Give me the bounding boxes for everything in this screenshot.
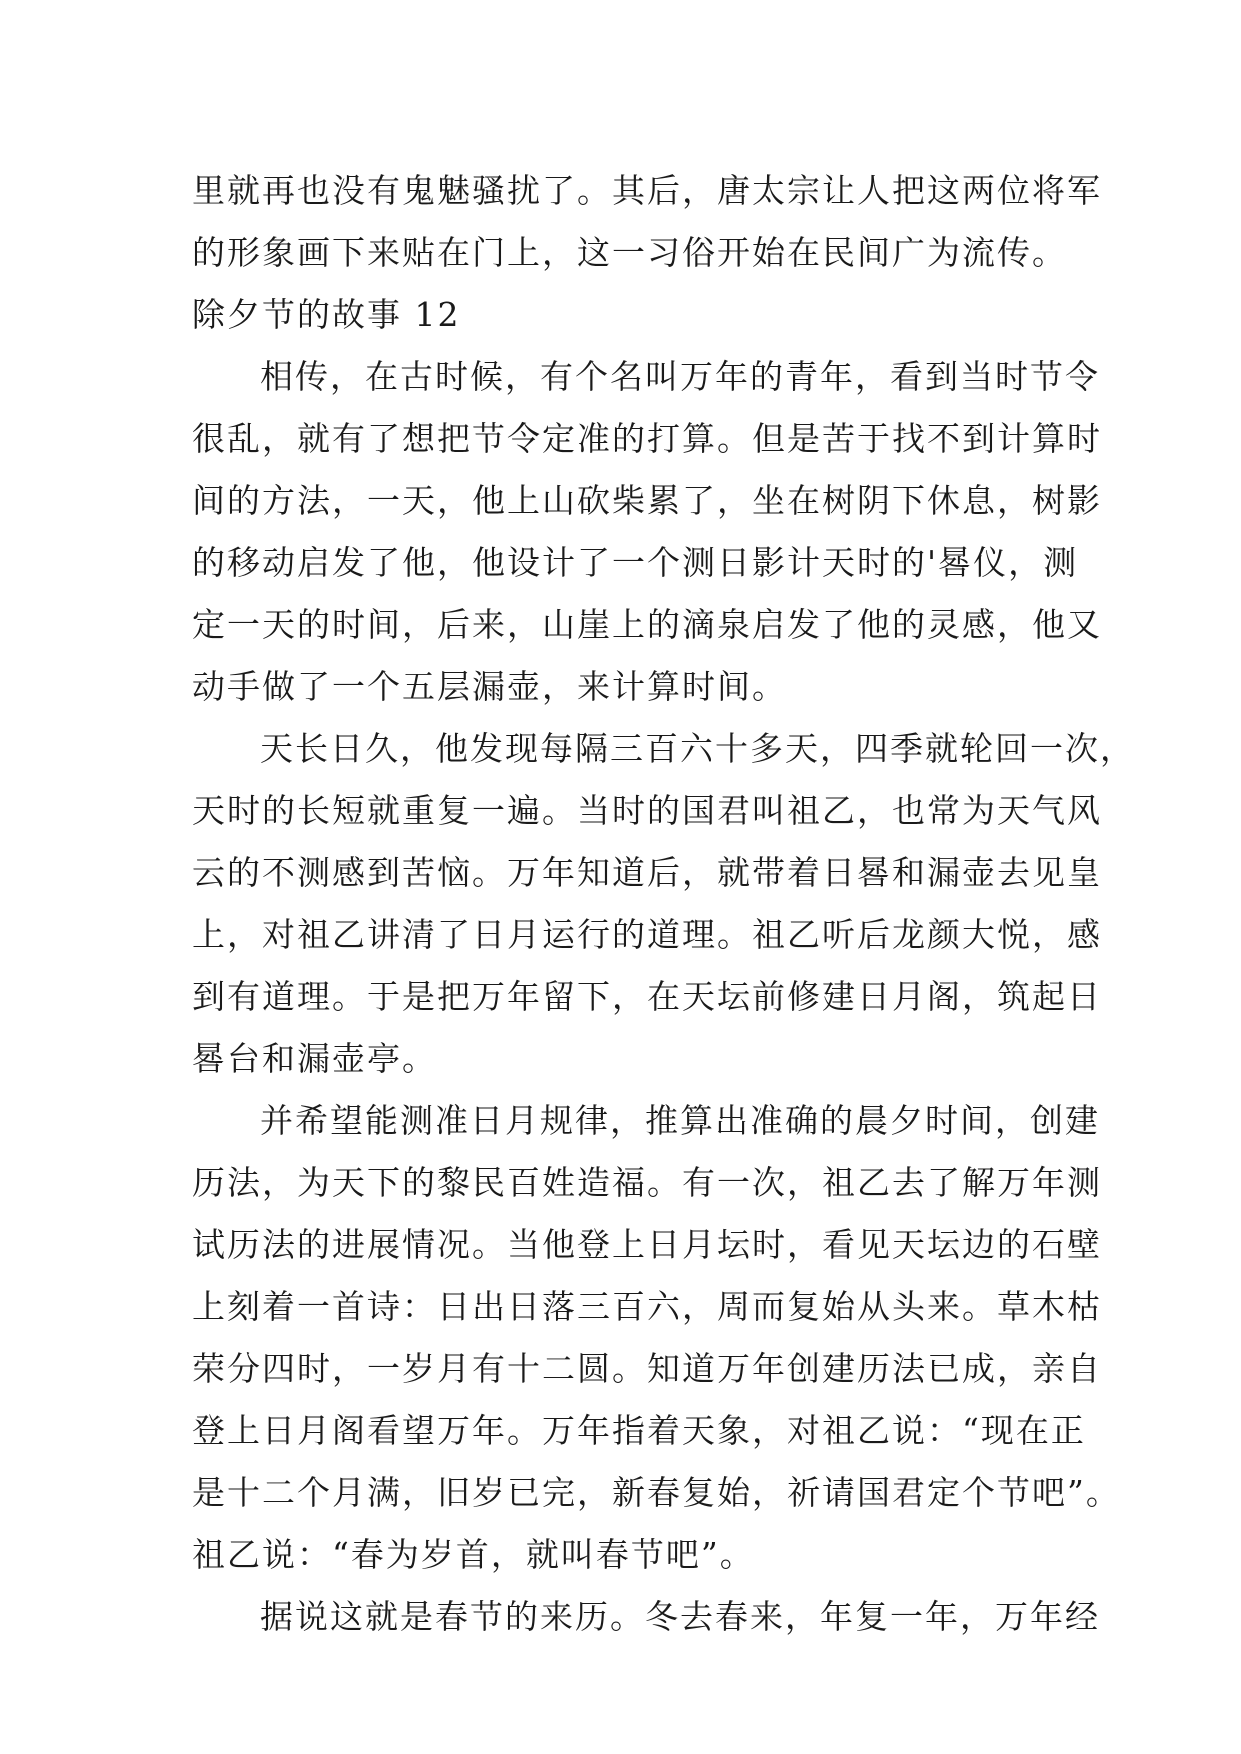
text-line: 云的不测感到苦恼。万年知道后，就带着日晷和漏壶去见皇 [192,853,1102,892]
text-line: 试历法的进展情况。当他登上日月坛时，看见天坛边的石壁 [192,1225,1102,1264]
paragraph-start-line: 并希望能测准日月规律，推算出准确的晨夕时间，创建 [260,1101,1100,1140]
text-line: 历法，为天下的黎民百姓造福。有一次，祖乙去了解万年测 [192,1163,1102,1202]
text-line: 动手做了一个五层漏壶，来计算时间。 [192,667,787,706]
text-line: 荣分四时，一岁月有十二圆。知道万年创建历法已成，亲自 [192,1349,1102,1388]
text-line: 登上日月阁看望万年。万年指着天象，对祖乙说：“现在正 [192,1411,1086,1450]
section-heading: 除夕节的故事 12 [192,295,461,334]
paragraph-start-line: 相传，在古时候，有个名叫万年的青年，看到当时节令 [260,357,1100,396]
paragraph-start-line: 天长日久，他发现每隔三百六十多天，四季就轮回一次， [260,729,1135,768]
text-line: 间的方法，一天，他上山砍柴累了，坐在树阴下休息，树影 [192,481,1102,520]
text-line: 定一天的时间，后来，山崖上的滴泉启发了他的灵感，他又 [192,605,1102,644]
text-line: 天时的长短就重复一遍。当时的国君叫祖乙，也常为天气风 [192,791,1102,830]
text-line: 祖乙说：“春为岁首，就叫春节吧”。 [192,1535,755,1574]
text-line: 上，对祖乙讲清了日月运行的道理。祖乙听后龙颜大悦，感 [192,915,1102,954]
paragraph-start-line: 据说这就是春节的来历。冬去春来，年复一年，万年经 [260,1597,1100,1636]
text-line: 的移动启发了他，他设计了一个测日影计天时的'晷仪，测 [192,543,1079,582]
document-body [192,160,1135,1648]
text-line: 是十二个月满，旧岁已完，新春复始，祈请国君定个节吧”。 [192,1473,1121,1512]
text-line: 里就再也没有鬼魅骚扰了。其后，唐太宗让人把这两位将军 [192,171,1102,210]
text-line: 到有道理。于是把万年留下，在天坛前修建日月阁，筑起日 [192,977,1102,1016]
text-line: 晷台和漏壶亭。 [192,1039,437,1078]
text-line: 的形象画下来贴在门上，这一习俗开始在民间广为流传。 [192,233,1067,272]
text-line: 很乱，就有了想把节令定准的打算。但是苦于找不到计算时 [192,419,1102,458]
text-line: 上刻着一首诗：日出日落三百六，周而复始从头来。草木枯 [192,1287,1102,1326]
